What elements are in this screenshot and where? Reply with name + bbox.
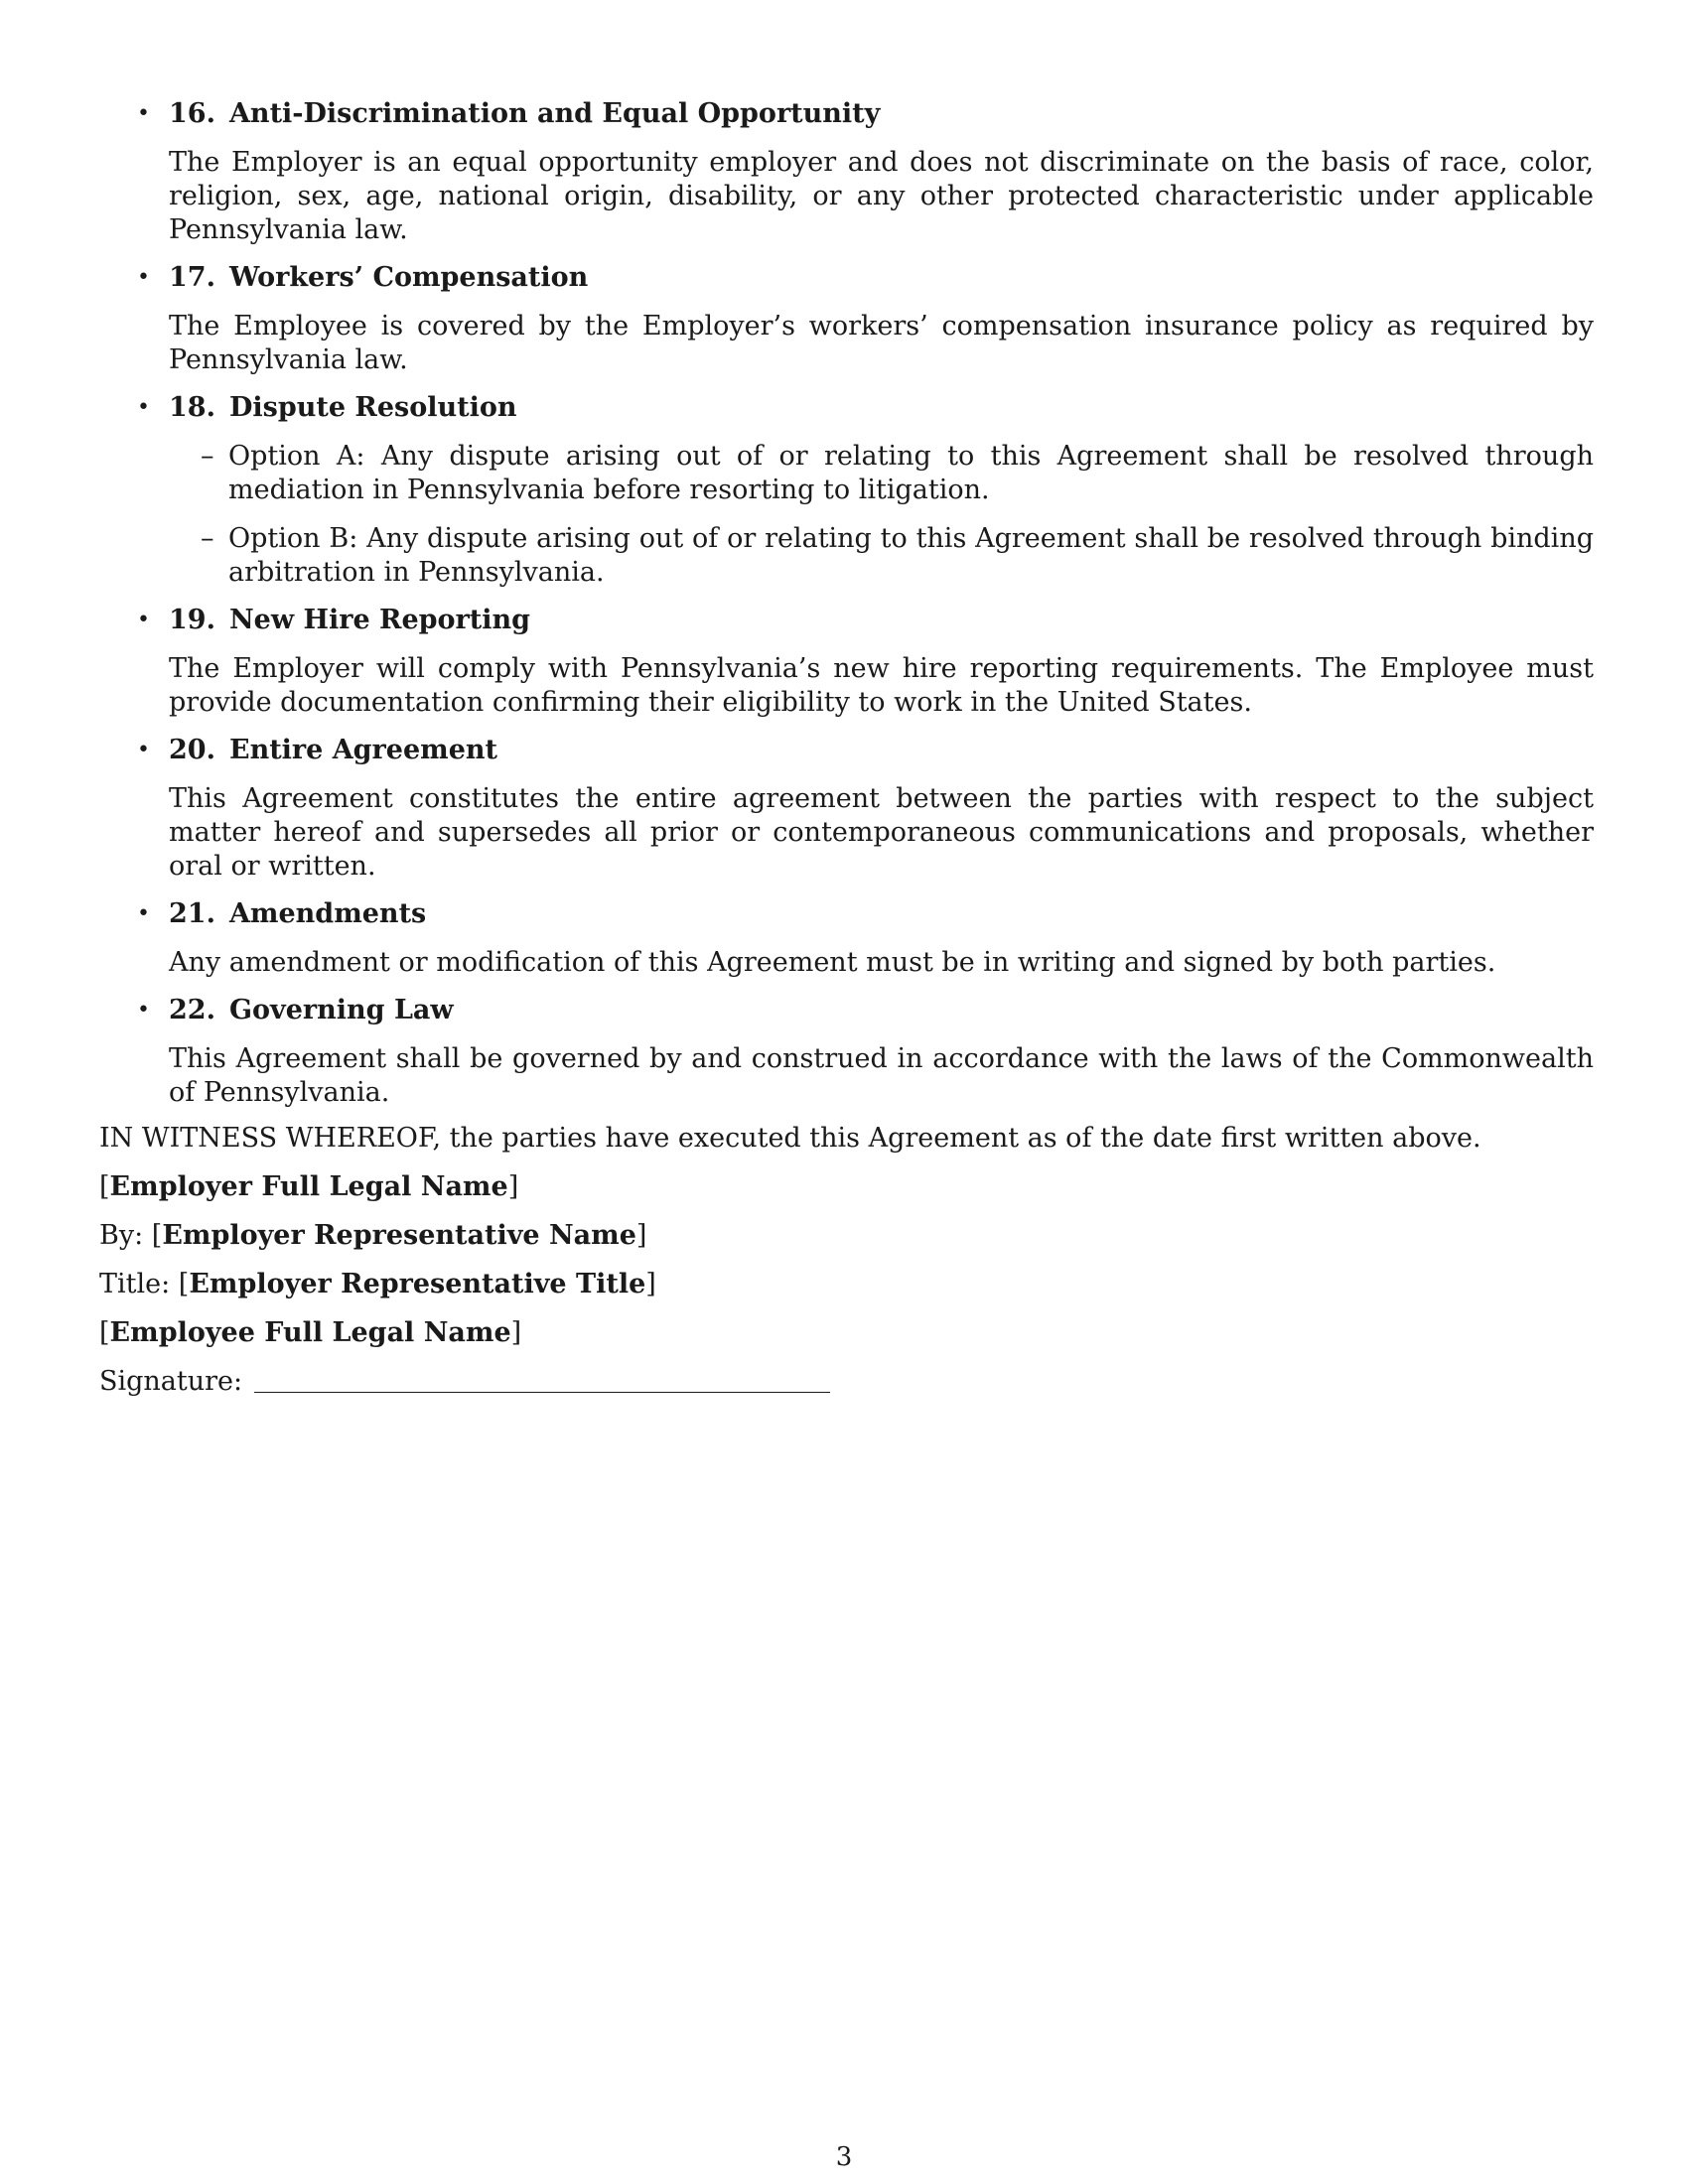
bullet-icon: • [137,265,150,290]
section-body: The Employer will comply with Pennsylvania’s new hire reporting requirements. The Employee must provide documentation confirming their eligibility to work in the United States. [169,653,1594,718]
employer-name: Employer Full Legal Name [109,1171,508,1202]
document-page [99,97,1594,1399]
section-22 [99,994,1594,1110]
bullet-icon: • [137,395,150,420]
section-20 [99,734,1594,884]
section-title: Workers’ Compensation [228,262,589,293]
representative-title: Employer Representative Title [189,1269,646,1299]
representative-name: Employer Representative Name [162,1220,636,1251]
section-title: Dispute Resolution [228,392,517,423]
section-body: This Agreement constitutes the entire agreement between the parties with respect to the subject matter hereof and supersedes all prior or contemporaneous communications and proposals, whether oral or written. [169,783,1594,882]
page-number: 3 [835,2142,853,2172]
signature-row [99,1365,1594,1399]
section-title: Anti-Discrimination and Equal Opportunity [228,98,881,129]
section-heading [169,261,1594,295]
section-title: Governing Law [228,995,454,1025]
section-body: The Employee is covered by the Employer’s workers’ compensation insurance policy as required by Pennsylvania law. [169,311,1594,375]
section-number: 20. [169,735,215,765]
section-body: The Employer is an equal opportunity employer and does not discriminate on the basis of race, color, religion, sex, age, national origin, disability, or any other protected characteristic under applicable Pennsylvania law. [169,147,1594,245]
title-label: Title: [99,1269,171,1299]
dash-icon: – [201,441,214,472]
option-text: Option A: Any dispute arising out of or relating to this Agreement shall be resolved through mediation in Pennsylvania before resorting to litigation. [228,441,1594,505]
representative-line: By: [Employer Representative Name] [99,1220,647,1251]
section-body: This Agreement shall be governed by and construed in accordance with the laws of the Commonwealth of Pennsylvania. [169,1043,1594,1108]
employee-name: Employee Full Legal Name [109,1317,511,1348]
section-number: 21. [169,898,215,929]
section-number: 17. [169,262,215,293]
section-number: 18. [169,392,215,423]
bullet-icon: • [137,101,150,126]
section-heading [169,604,1594,637]
section-number: 22. [169,995,215,1025]
bullet-icon: • [137,998,150,1023]
section-17 [99,261,1594,377]
dispute-option-b [169,522,1594,590]
dash-icon: – [201,523,214,554]
option-text: Option B: Any dispute arising out of or relating to this Agreement shall be resolved through binding arbitration in Pennsylvania. [228,523,1594,588]
section-title: Entire Agreement [228,735,497,765]
employer-name-line: [Employer Full Legal Name] [99,1171,519,1202]
section-number: 19. [169,605,215,635]
by-label: By: [99,1220,144,1251]
section-21 [99,897,1594,980]
section-heading [169,391,1594,425]
dispute-option-a [169,440,1594,507]
section-16 [99,97,1594,247]
bullet-icon: • [137,901,150,926]
section-heading [169,97,1594,131]
title-line: Title: [Employer Representative Title] [99,1269,656,1299]
witness-statement: IN WITNESS WHEREOF, the parties have executed this Agreement as of the date first written above. [99,1123,1481,1154]
section-heading [169,994,1594,1027]
section-number: 16. [169,98,215,129]
signature-label: Signature: [99,1366,243,1397]
bullet-icon: • [137,608,150,632]
employee-name-line: [Employee Full Legal Name] [99,1317,522,1348]
signature-field[interactable] [254,1391,830,1393]
section-heading [169,897,1594,931]
section-19 [99,604,1594,720]
section-18 [99,391,1594,590]
bullet-icon: • [137,738,150,762]
section-title: Amendments [228,898,427,929]
section-title: New Hire Reporting [228,605,531,635]
section-heading [169,734,1594,767]
section-body: Any amendment or modification of this Agreement must be in writing and signed by both parties. [169,947,1496,978]
